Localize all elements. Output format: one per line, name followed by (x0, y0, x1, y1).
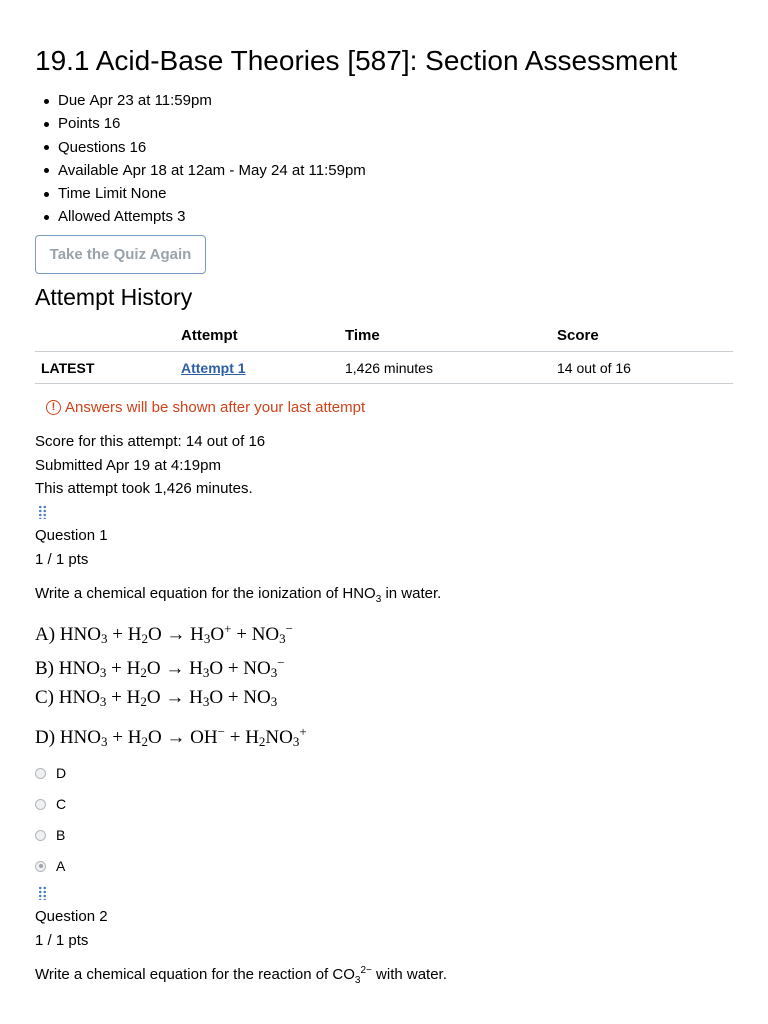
drag-handle-icon[interactable] (38, 886, 47, 900)
detail-due: Due Apr 23 at 11:59pm (35, 89, 366, 112)
equation-option-b: B) $HNO_3 + H_2O \to H_3O + NO_3^-$ (35, 655, 285, 680)
detail-points: Points 16 (35, 112, 366, 135)
attempt-score-text: Score for this attempt: 14 out of 16 (35, 433, 266, 450)
latest-tag: LATEST (35, 352, 181, 384)
answer-option-d[interactable]: D (35, 763, 66, 783)
column-header-attempt: Attempt (181, 320, 345, 352)
drag-handle-icon[interactable] (38, 505, 47, 519)
detail-allowed-attempts: Allowed Attempts 3 (35, 205, 366, 228)
attempt-time: 1,426 minutes (345, 352, 557, 384)
question-2-header (35, 905, 108, 952)
column-header-score: Score (557, 320, 733, 352)
page-title: 19.1 Acid-Base Theories [587]: Section Assessment (35, 45, 678, 76)
detail-available: Available Apr 18 at 12am - May 24 at 11:59pm (35, 159, 366, 182)
notice-text: Answers will be shown after your last attempt (65, 398, 366, 416)
attempt-history-table (35, 320, 733, 384)
attempt-duration-text: This attempt took 1,426 minutes. (35, 480, 253, 497)
equation-option-d: D) $HNO_3 + H_2O \to OH^- + H_2NO_3^+$ (35, 724, 307, 749)
question-points: 1 / 1 pts (35, 931, 89, 949)
warning-circle-icon: ! (46, 400, 61, 415)
attempt-score: 14 out of 16 (557, 352, 733, 384)
attempt-submitted-text: Submitted Apr 19 at 4:19pm (35, 456, 221, 474)
column-header-tag (35, 320, 181, 352)
answer-option-b[interactable]: B (35, 825, 65, 845)
answers-notice (46, 396, 365, 418)
answer-radio[interactable] (35, 830, 46, 841)
question-1-header (35, 524, 108, 571)
answer-radio-selected[interactable] (35, 861, 46, 872)
question-title: Question 2 (35, 908, 108, 925)
answer-radio[interactable] (35, 799, 46, 810)
table-header-row (35, 320, 733, 352)
question-2-prompt: Write a chemical equation for the reaction of $CO_3^{2-}$ with water. (35, 965, 447, 986)
answer-option-c[interactable]: C (35, 794, 66, 814)
question-1-prompt: Write a chemical equation for the ionization of $HNO_3$ in water. (35, 585, 442, 605)
answer-radio[interactable] (35, 768, 46, 779)
detail-questions: Questions 16 (35, 136, 366, 159)
equation-option-a: A) $HNO_3 + H_2O \to H_3O^+ + NO_3^-$ (35, 621, 293, 646)
detail-time-limit: Time Limit None (35, 182, 366, 205)
attempt-info (35, 430, 265, 501)
column-header-time: Time (345, 320, 557, 352)
equation-option-c: C) $HNO_3 + H_2O \to H_3O + NO_3$ (35, 687, 278, 709)
attempt-1-link[interactable]: Attempt 1 (181, 359, 246, 376)
answer-option-a[interactable]: A (35, 856, 65, 876)
question-points: 1 / 1 pts (35, 550, 89, 568)
attempt-history-heading: Attempt History (35, 284, 193, 310)
question-title: Question 1 (35, 527, 108, 544)
quiz-details-list (35, 89, 366, 229)
take-quiz-again-button[interactable]: Take the Quiz Again (35, 235, 206, 274)
table-row (35, 352, 733, 384)
